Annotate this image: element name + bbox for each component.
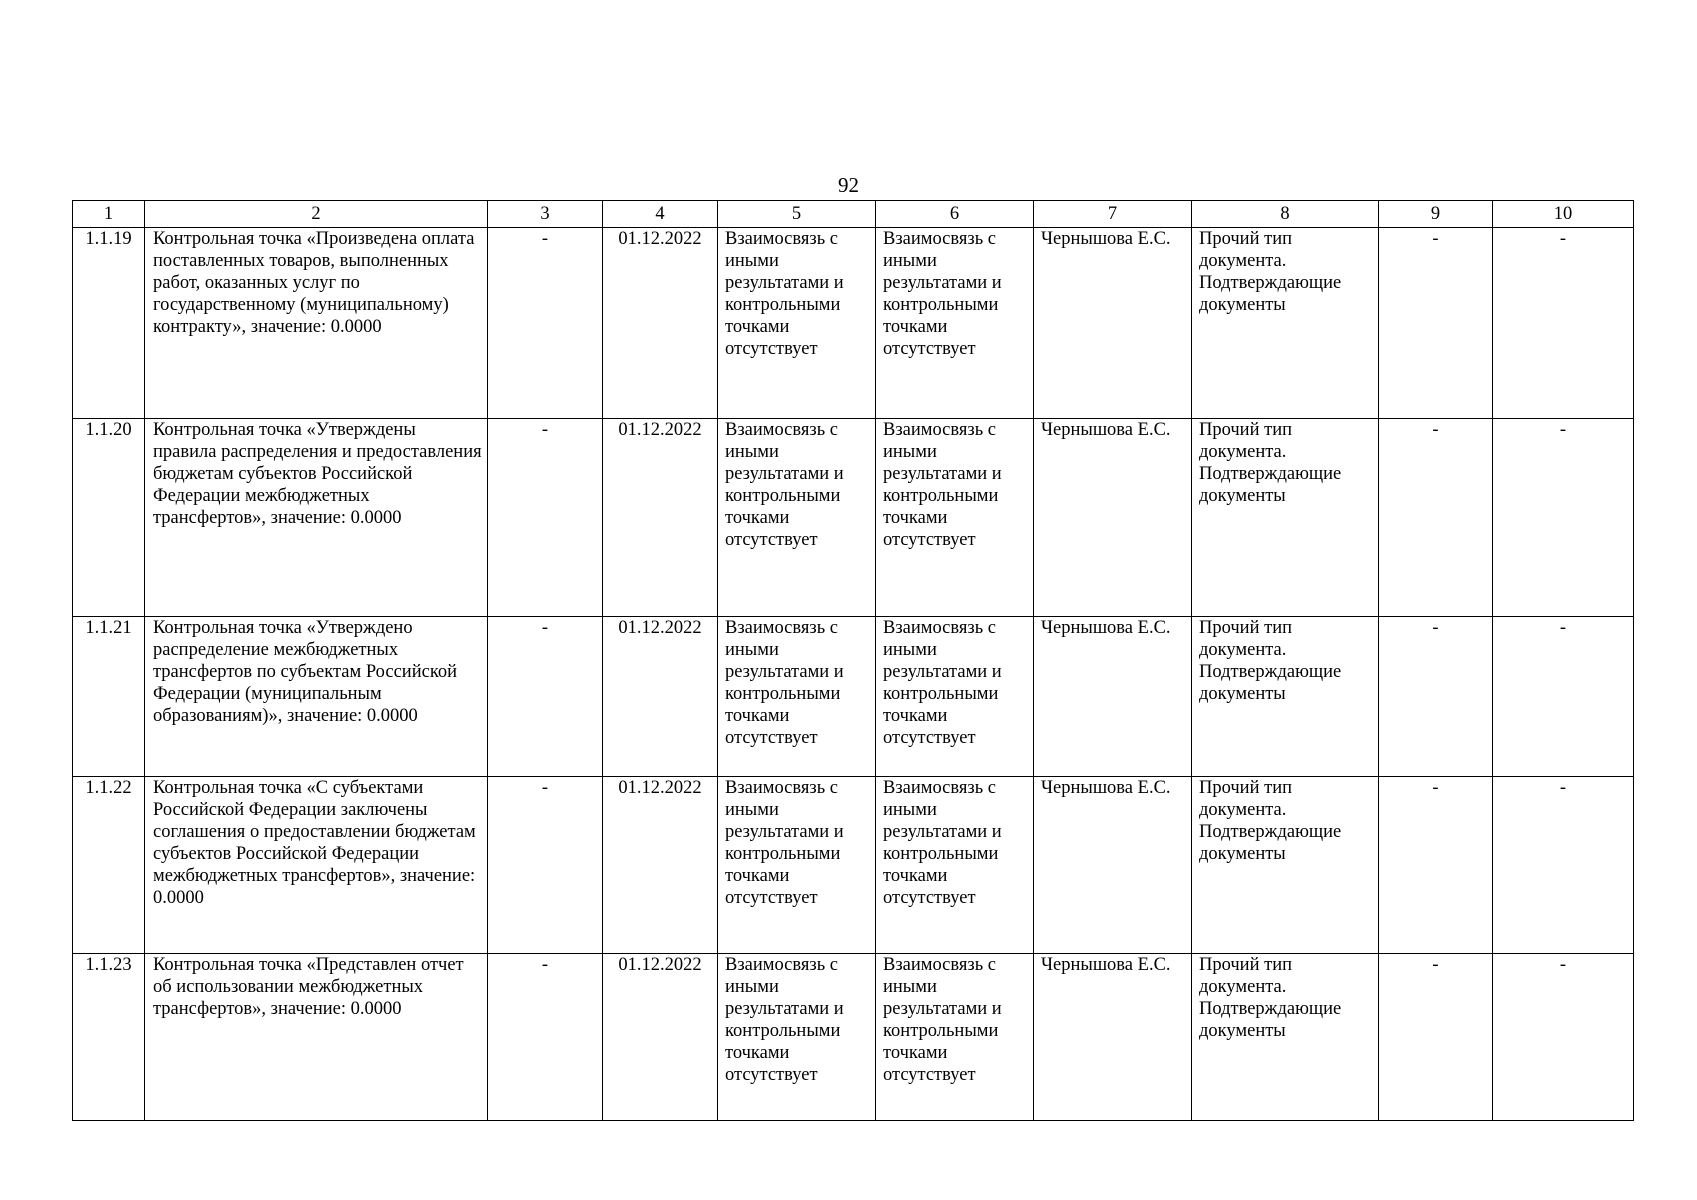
column-header: 5 [718, 201, 876, 228]
column-9-value: - [1379, 954, 1493, 1121]
control-point-description: Контрольная точка «Утверждены правила распределения и предоставления бюджетам субъектов Российской Федерации межбюджетных трансфертов», значение: 0.0000 [145, 419, 488, 617]
relationship-control-points: Взаимосвязь с иными результатами и контрольными точками отсутствует [876, 954, 1034, 1121]
table-row [73, 228, 1634, 419]
control-point-description: Контрольная точка «С субъектами Российской Федерации заключены соглашения о предоставлении бюджетам субъектов Российской Федерации межбюджетных трансфертов», значение: 0.0000 [145, 777, 488, 954]
column-9-value: - [1379, 419, 1493, 617]
column-3-value: - [488, 954, 603, 1121]
column-10-value: - [1493, 419, 1634, 617]
column-3-value: - [488, 777, 603, 954]
relationship-control-points: Взаимосвязь с иными результатами и контрольными точками отсутствует [876, 777, 1034, 954]
relationship-control-points: Взаимосвязь с иными результатами и контрольными точками отсутствует [876, 419, 1034, 617]
responsible-person: Чернышова Е.С. [1034, 617, 1192, 777]
responsible-person: Чернышова Е.С. [1034, 228, 1192, 419]
column-header: 3 [488, 201, 603, 228]
column-3-value: - [488, 419, 603, 617]
column-header: 2 [145, 201, 488, 228]
column-header: 8 [1192, 201, 1379, 228]
column-header: 10 [1493, 201, 1634, 228]
relationship-control-points: Взаимосвязь с иными результатами и контрольными точками отсутствует [876, 617, 1034, 777]
control-points-table [72, 200, 1634, 1121]
document-type: Прочий тип документа. Подтверждающие документы [1192, 777, 1379, 954]
column-header: 9 [1379, 201, 1493, 228]
due-date: 01.12.2022 [603, 228, 718, 419]
due-date: 01.12.2022 [603, 954, 718, 1121]
column-3-value: - [488, 228, 603, 419]
column-9-value: - [1379, 228, 1493, 419]
relationship-results: Взаимосвязь с иными результатами и контрольными точками отсутствует [718, 419, 876, 617]
document-type: Прочий тип документа. Подтверждающие документы [1192, 617, 1379, 777]
relationship-results: Взаимосвязь с иными результатами и контрольными точками отсутствует [718, 617, 876, 777]
column-10-value: - [1493, 617, 1634, 777]
due-date: 01.12.2022 [603, 777, 718, 954]
row-number: 1.1.23 [73, 954, 145, 1121]
column-header: 4 [603, 201, 718, 228]
column-10-value: - [1493, 777, 1634, 954]
row-number: 1.1.21 [73, 617, 145, 777]
responsible-person: Чернышова Е.С. [1034, 419, 1192, 617]
control-point-description: Контрольная точка «Представлен отчет об использовании межбюджетных трансфертов», значение: 0.0000 [145, 954, 488, 1121]
relationship-results: Взаимосвязь с иными результатами и контрольными точками отсутствует [718, 228, 876, 419]
document-type: Прочий тип документа. Подтверждающие документы [1192, 954, 1379, 1121]
table-row [73, 954, 1634, 1121]
relationship-results: Взаимосвязь с иными результатами и контрольными точками отсутствует [718, 777, 876, 954]
responsible-person: Чернышова Е.С. [1034, 777, 1192, 954]
column-9-value: - [1379, 617, 1493, 777]
relationship-control-points: Взаимосвязь с иными результатами и контрольными точками отсутствует [876, 228, 1034, 419]
row-number: 1.1.22 [73, 777, 145, 954]
document-type: Прочий тип документа. Подтверждающие документы [1192, 419, 1379, 617]
due-date: 01.12.2022 [603, 617, 718, 777]
column-header: 6 [876, 201, 1034, 228]
control-point-description: Контрольная точка «Произведена оплата поставленных товаров, выполненных работ, оказанных услуг по государственному (муниципальному) контракту», значение: 0.0000 [145, 228, 488, 419]
responsible-person: Чернышова Е.С. [1034, 954, 1192, 1121]
column-9-value: - [1379, 777, 1493, 954]
column-header: 1 [73, 201, 145, 228]
table-row [73, 419, 1634, 617]
column-10-value: - [1493, 228, 1634, 419]
document-type: Прочий тип документа. Подтверждающие документы [1192, 228, 1379, 419]
column-header: 7 [1034, 201, 1192, 228]
table-row [73, 617, 1634, 777]
control-point-description: Контрольная точка «Утверждено распределение межбюджетных трансфертов по субъектам Российской Федерации (муниципальным образованиям)», значение: 0.0000 [145, 617, 488, 777]
column-3-value: - [488, 617, 603, 777]
table-header-row [73, 201, 1634, 228]
due-date: 01.12.2022 [603, 419, 718, 617]
table-row [73, 777, 1634, 954]
relationship-results: Взаимосвязь с иными результатами и контрольными точками отсутствует [718, 954, 876, 1121]
row-number: 1.1.20 [73, 419, 145, 617]
row-number: 1.1.19 [73, 228, 145, 419]
page-number: 92 [838, 173, 859, 197]
column-10-value: - [1493, 954, 1634, 1121]
